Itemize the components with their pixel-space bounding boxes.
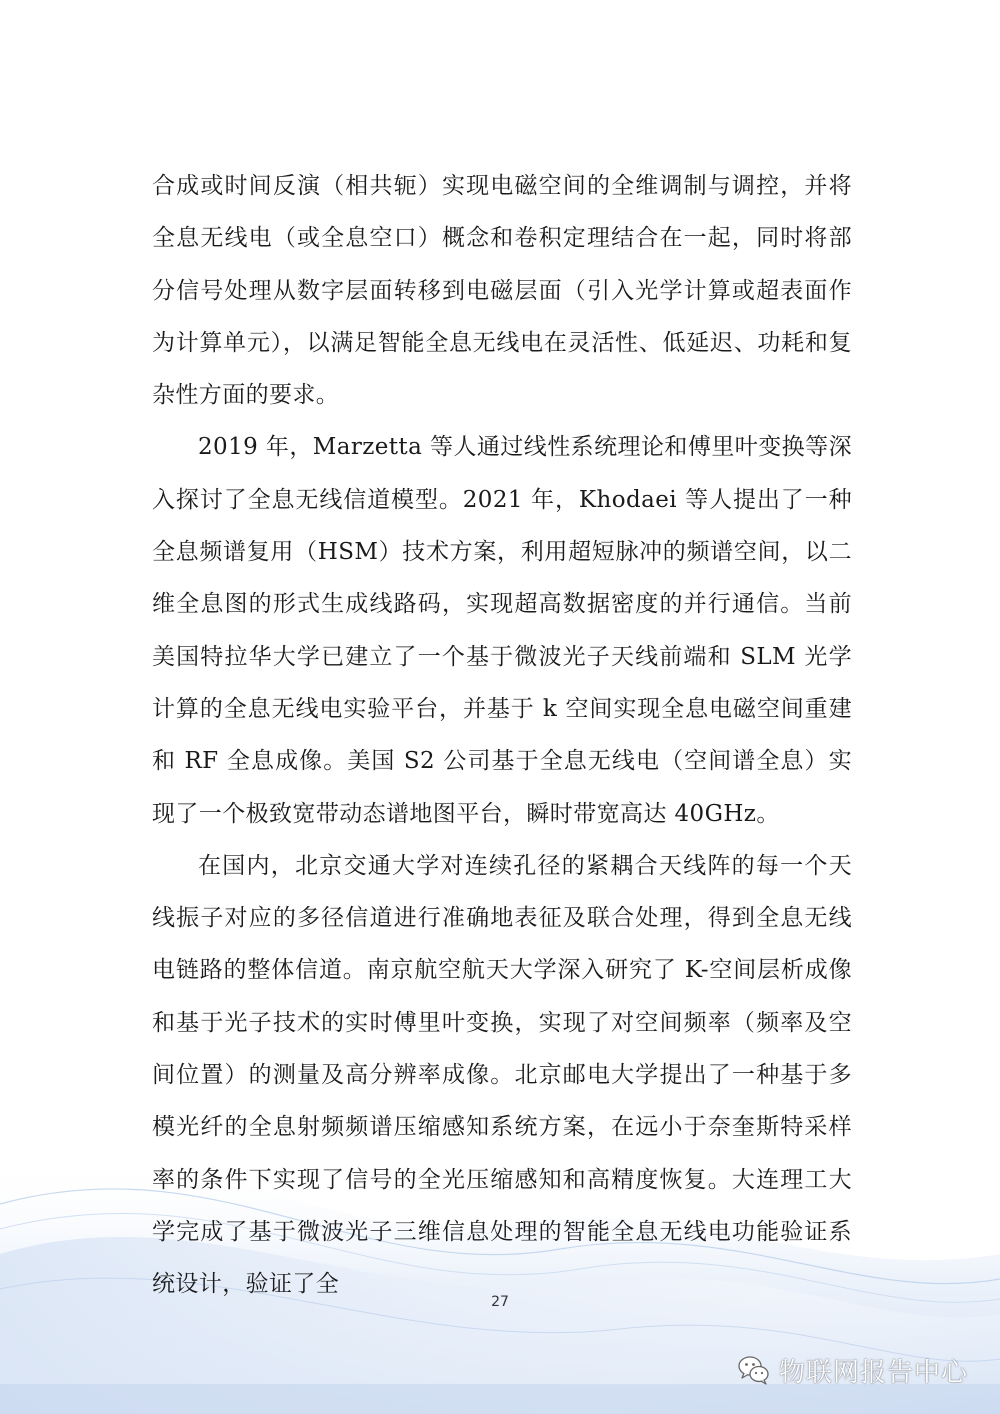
document-body [152,160,852,1311]
paragraph-international-research: 2019 年，Marzetta 等人通过线性系统理论和傅里叶变换等深入探讨了全息无线信道模型。2021 年，Khodaei 等人提出了一种全息频谱复用（HSM）技术方案，利用超短脉冲的频谱空间，以二维全息图的形式生成线路码，实现超高数据密度的并行通信。当前美国特拉华大学已建立了一个基于微波光子天线前端和 SLM 光学计算的全息无线电实验平台，并基于 k 空间实现全息电磁空间重建和 RF 全息成像。美国 S2 公司基于全息无线电（空间谱全息）实现了一个极致宽带动态谱地图平台，瞬时带宽高达 40GHz。 [152,434,852,827]
paragraph-domestic-research: 在国内，北京交通大学对连续孔径的紧耦合天线阵的每一个天线振子对应的多径信道进行准确地表征及联合处理，得到全息无线电链路的整体信道。南京航空航天大学深入研究了 K-空间层析成像和基于光子技术的实时傅里叶变换，实现了对空间频率（频率及空间位置）的测量及高分辨率成像。北京邮电大学提出了一种基于多模光纤的全息射频频谱压缩感知系统方案，在远小于奈奎斯特采样率的条件下实现了信号的全光压缩感知和高精度恢复。大连理工大学完成了基于微波光子三维信息处理的智能全息无线电功能验证系统设计，验证了全 [152,852,852,1298]
watermark [737,1350,968,1390]
watermark-text: 物联网报告中心 [778,1357,968,1388]
page-number: 27 [491,1294,509,1310]
paragraph-continued: 合成或时间反演（相共轭）实现电磁空间的全维调制与调控，并将全息无线电（或全息空口）概念和卷积定理结合在一起，同时将部分信号处理从数字层面转移到电磁层面（引入光学计算或超表面作为计算单元），以满足智能全息无线电在灵活性、低延迟、功耗和复杂性方面的要求。 [152,173,852,409]
wechat-icon [737,1353,771,1387]
